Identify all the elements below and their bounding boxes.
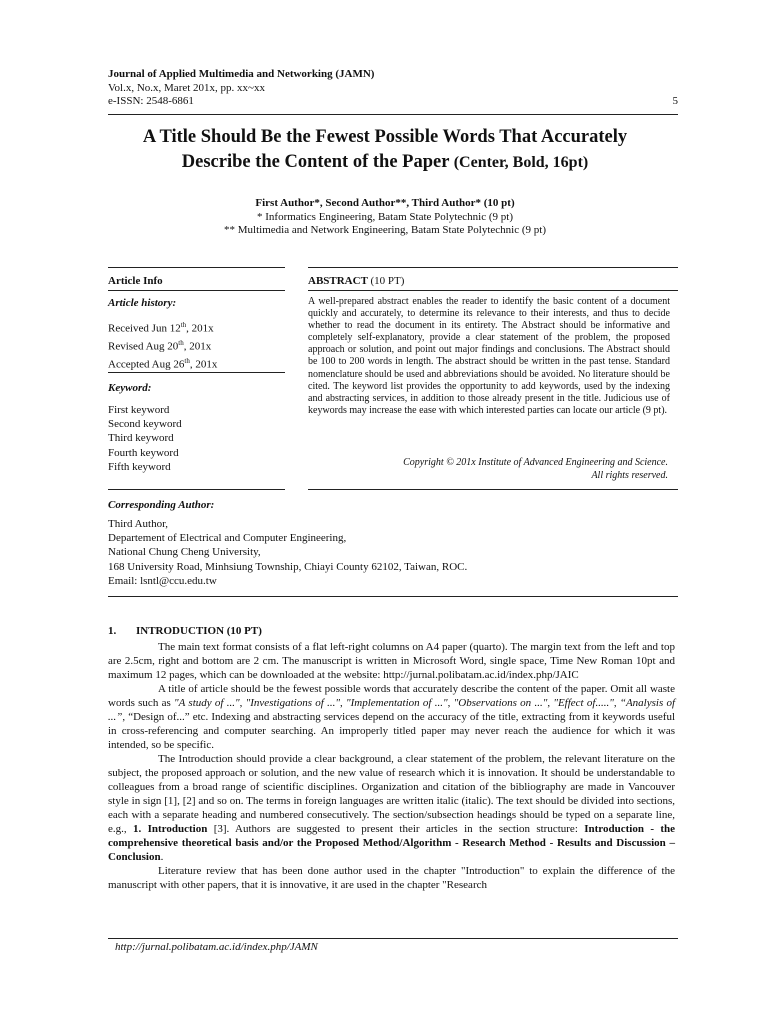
info-heading-rule [108, 290, 285, 291]
issn: e-ISSN: 2548-6861 [108, 95, 194, 107]
p3-text-a: The Introduction should provide a clear background, a clear statement of the problem, the relevant literature on the subject, the proposed approach or solution, and the new value of research which it is innovation. It should be understandable to colleagues from a broad range of scientific disciplines. Organization and citation of the bibliography are made in Vancouver style in sign [1], [2] and so on. The terms in foreign languages are written italic (italic). The text should be divided into sections, each with a separate heading and numbered consecutively. The section/subsection headings should be typed on a separate line, e.g., [108, 753, 675, 835]
section-title: INTRODUCTION (10 PT) [136, 625, 262, 637]
paragraph-3 [108, 752, 675, 864]
keyword-item: Fifth keyword [108, 460, 171, 473]
introduction-body [108, 640, 675, 892]
corresponding-details [108, 517, 467, 588]
footer-url[interactable]: http://jurnal.polibatam.ac.id/index.php/JAMN [115, 941, 318, 953]
p3-text-c: [3]. Authors are suggested to present their articles in the section structure: [207, 823, 585, 835]
affiliation-2: ** Multimedia and Network Engineering, Batam State Polytechnic (9 pt) [224, 224, 546, 236]
corresponding-heading: Corresponding Author: [108, 499, 215, 511]
p2-example-7: “Design of...” [128, 711, 190, 723]
p2-example-3: "Implementation of ..." [345, 697, 448, 709]
keyword-item: Fourth keyword [108, 446, 179, 459]
keyword-item: First keyword [108, 404, 170, 416]
corresponding-bottom-rule [108, 596, 678, 597]
paper-title [100, 125, 670, 175]
journal-header [108, 68, 678, 109]
keyword-item: Second keyword [108, 418, 182, 431]
copyright [308, 457, 668, 482]
p2-text-b: etc. Indexing and abstracting services depend on the accuracy of the title, extracting from it keywords useful in cross-referencing and computer searching. An improperly titled paper may never reach the audience for which it was intended, so be specific. [108, 711, 676, 751]
abstract-bottom-rule [308, 489, 678, 490]
received-sup: th [180, 321, 187, 329]
abstract-heading-text: ABSTRACT [308, 275, 368, 287]
revised-year: , 201x [183, 340, 212, 353]
corresponding-line: Departement of Electrical and Computer Engineering, [108, 532, 347, 545]
p2-example-2: "Investigations of ..." [245, 697, 340, 709]
info-bottom-rule [108, 489, 285, 490]
article-history-dates [108, 318, 217, 372]
title-line-2-text: Describe the Content of the Paper [181, 152, 450, 172]
accepted-sup: th [184, 356, 190, 365]
author-names: First Author*, Second Author**, Third Author* (10 pt) [255, 197, 515, 209]
keyword-item: Third keyword [108, 432, 174, 445]
page-number: 5 [672, 95, 678, 107]
keyword-rule [108, 372, 285, 373]
p2-example-1: "A study of ..." [174, 697, 240, 709]
p2-example-6: “Analysis of ...” [108, 697, 676, 723]
revised-date [108, 336, 217, 354]
volume-info: Vol.x, No.x, Maret 201x, pp. xx~xx [108, 81, 265, 94]
keyword-heading: Keyword: [108, 382, 152, 394]
affiliation-1: * Informatics Engineering, Batam State Polytechnic (9 pt) [257, 210, 513, 223]
abstract-text: A well-prepared abstract enables the reader to identify the basic content of a document quickly and accurately, to determine its relevance to their interests, and thus to decide whether to read the document in its entirety. The Abstract should be informative and completely self-explanatory, provide a clear statement of the problem, the proposed approach or solution, and point out major findings and conclusions. The Abstract should be 100 to 200 words in length. The abstract should be written in the past tense. Standard nomenclature should be used and abbreviations should be avoided. No literature should be cited. The keyword list provides the opportunity to add keywords, used by the indexing and abstracting services, in addition to those already present in the title. Judicious use of keywords may increase the ease with which interested parties can locate our article (9 pt). [308, 296, 670, 416]
corresponding-line: Third Author, [108, 518, 169, 530]
corresponding-email: Email: lsntl@ccu.edu.tw [108, 574, 217, 587]
header-rule [108, 114, 678, 115]
revised-sup: th [178, 338, 184, 347]
p2-example-5: "Effect of....." [553, 697, 614, 709]
revised-text: Revised Aug 20 [108, 340, 179, 353]
article-history-heading: Article history: [108, 297, 177, 309]
received-text: Received Jun 12 [108, 322, 181, 335]
introduction-heading [108, 625, 262, 637]
p2-example-4: "Observations on ..." [453, 697, 548, 709]
abstract-heading-rule [308, 290, 678, 291]
abstract-heading [308, 275, 404, 287]
p2-text-a: A title of article should be the fewest possible words that accurately describe the content of the paper. Omit all waste words such as [108, 683, 675, 709]
corresponding-line: National Chung Cheng University, [108, 546, 261, 559]
p3-structure: Introduction - the comprehensive theoretical basis and/or the Proposed Method/Algorithm - Research Method - Results and Discussion – Conclusion [108, 823, 676, 863]
copyright-line-2: All rights reserved. [591, 469, 668, 481]
abstract-top-rule [308, 267, 678, 268]
section-number: 1. [108, 625, 117, 637]
paragraph-1: The main text format consists of a flat left-right columns on A4 paper (quarto). The margin text from the left and top are 2.5cm, right and bottom are 2 cm. The manuscript is written in Microsoft Word, single space, Time New Roman 10pt and maximum 12 pages, which can be downloaded at the website: http://jurnal.polibatam.ac.id/index.php/JAIC [108, 641, 675, 681]
title-line-2 [100, 150, 670, 175]
keyword-list [108, 403, 182, 474]
authors-block [100, 197, 670, 238]
accepted-text: Accepted Aug 26 [108, 358, 185, 371]
title-line-1: A Title Should Be the Fewest Possible Words That Accurately [142, 127, 628, 147]
accepted-date [108, 354, 217, 372]
accepted-year: , 201x [189, 358, 218, 371]
article-info-heading: Article Info [108, 275, 163, 287]
corresponding-line: 168 University Road, Minhsiung Township, Chiayi County 62102, Taiwan, ROC. [108, 560, 468, 573]
abstract-heading-note: (10 PT) [370, 275, 405, 287]
received-date [108, 318, 217, 336]
p3-text-e: . [160, 851, 164, 863]
info-top-rule [108, 267, 285, 268]
title-format-note: (Center, Bold, 16pt) [453, 154, 589, 171]
journal-name: Journal of Applied Multimedia and Networking (JAMN) [108, 68, 375, 80]
copyright-line-1: Copyright © 201x Institute of Advanced Engineering and Science. [403, 457, 668, 468]
received-year: , 201x [186, 322, 214, 335]
p3-section-example: 1. Introduction [133, 823, 208, 835]
footer-rule [108, 938, 678, 939]
paragraph-2: A title of article should be the fewest possible words that accurately describe the content of the paper. Omit all waste words such as "A study of ...", "Investigations of ...", "Implementation of ...", "Observations on ...", "Effect of.....", “Analysis of ...”, “Design of...” etc. Indexing and abstracting services depend on the accuracy of the title, extracting from it keywords useful in cross-referencing and computer searching. An improperly titled paper may never reach the audience for which it was intended, so be specific. [108, 683, 676, 751]
paragraph-4: Literature review that has been done author used in the chapter "Introduction" to explain the difference of the manuscript with other papers, that it is innovative, it are used in the chapter "Research [108, 865, 675, 891]
